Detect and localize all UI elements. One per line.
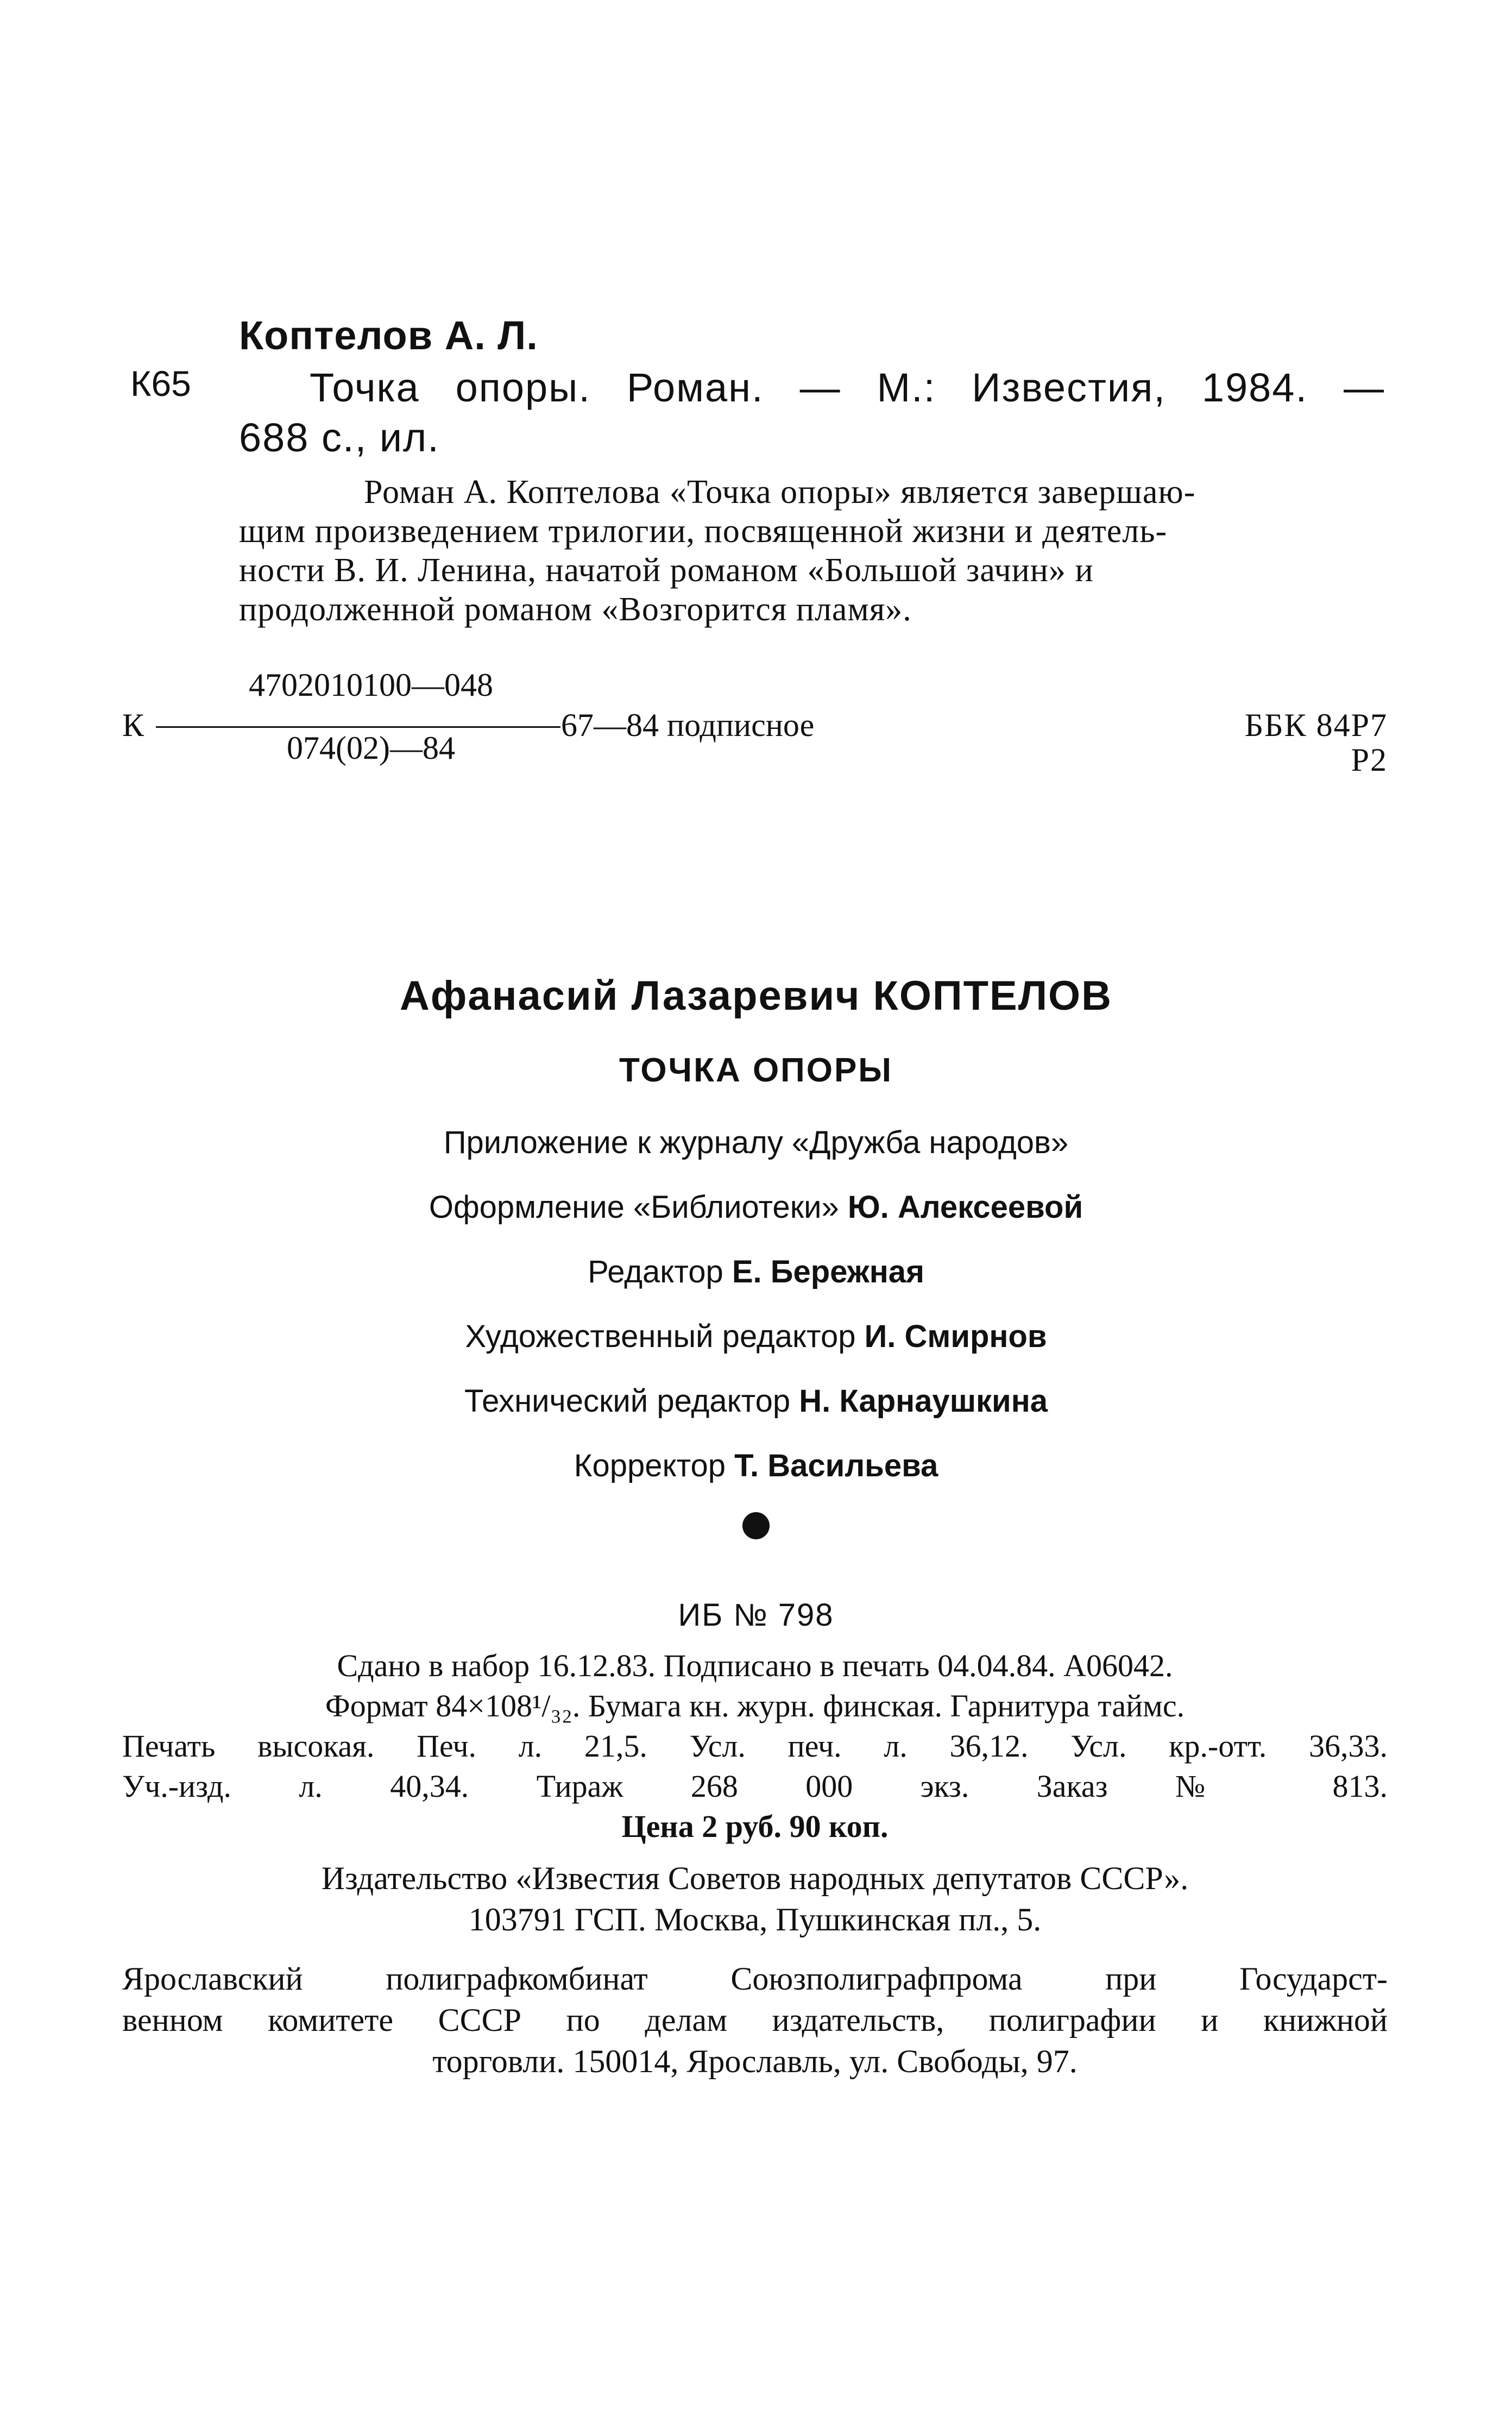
credit-name: Ю. Алексеевой <box>847 1190 1083 1225</box>
credit-art-editor <box>0 1318 1512 1355</box>
abstract-line-2: щим произведением трилогии, посвященной жизни и деятель- <box>239 513 1168 550</box>
bbk-subcode: Р2 <box>1351 742 1388 778</box>
credit-name: Е. Бережная <box>732 1254 924 1289</box>
publisher-name: Издательство «Известия Советов народных депутатов СССР». <box>321 1860 1189 1896</box>
ib-number: ИБ № 798 <box>678 1597 834 1633</box>
credit-role: Художественный редактор <box>465 1319 856 1354</box>
credit-role: Технический редактор <box>464 1383 791 1419</box>
printer-line-2: венном комитете СССР по делам издательств, полиграфии и книжной <box>122 2002 1388 2038</box>
card-code: К65 <box>130 363 191 404</box>
classification-numerator: 4702010100—048 <box>249 667 493 703</box>
classification-letter: К <box>122 707 144 743</box>
card-title-line-2: 688 с., ил. <box>239 415 440 460</box>
fraction-bar <box>156 726 560 728</box>
specs-line-3: Печать высокая. Печ. л. 21,5. Усл. печ. л. 36,12. Усл. кр.-отт. 36,33. <box>122 1728 1388 1764</box>
author-full-name: Афанасий Лазаревич КОПТЕЛОВ <box>399 973 1113 1019</box>
printer-line-1: Ярославский полиграфкомбинат Союзполиграфпрома при Государст- <box>122 1961 1388 1997</box>
print-specs <box>122 1646 1388 1847</box>
credit-role: Оформление «Библиотеки» <box>429 1190 839 1225</box>
price: Цена 2 руб. 90 коп. <box>621 1809 889 1844</box>
card-author: Коптелов А. Л. <box>239 313 538 358</box>
credit-editor <box>0 1254 1512 1290</box>
printer-info <box>122 1958 1388 2082</box>
card-abstract <box>239 473 1385 629</box>
bbk-code: ББК 84Р7 <box>1244 707 1388 743</box>
credit-name: Т. Васильева <box>734 1448 938 1483</box>
credit-design <box>0 1189 1512 1225</box>
printer-line-3: торговли. 150014, Ярославль, ул. Свободы, 97. <box>432 2043 1078 2079</box>
publisher-address: 103791 ГСП. Москва, Пушкинская пл., 5. <box>468 1902 1042 1937</box>
classification-tail: 67—84 подписное <box>561 707 815 743</box>
credit-role: Корректор <box>574 1448 726 1483</box>
abstract-line-1: Роман А. Коптелова «Точка опоры» является завершаю- <box>364 474 1196 511</box>
credit-proofreader <box>0 1448 1512 1484</box>
credit-tech-editor <box>0 1383 1512 1419</box>
credit-name: И. Смирнов <box>864 1319 1047 1354</box>
specs-line-2: Формат 84×108¹/₃₂. Бумага кн. журн. финская. Гарнитура таймс. <box>325 1688 1185 1723</box>
card-title-block <box>239 363 1385 463</box>
abstract-line-3: ности В. И. Ленина, начатой романом «Большой зачин» и <box>239 552 1094 589</box>
book-title: ТОЧКА ОПОРЫ <box>619 1052 893 1089</box>
supplement-line: Приложение к журналу «Дружба народов» <box>443 1125 1069 1160</box>
bullet-mark-icon <box>742 1512 770 1539</box>
specs-line-4: Уч.-изд. л. 40,34. Тираж 268 000 экз. Заказ № 813. <box>122 1769 1388 1804</box>
abstract-line-4: продолженной романом «Возгорится пламя». <box>239 591 912 628</box>
credit-name: Н. Карнаушкина <box>799 1383 1048 1419</box>
classification-denominator: 074(02)—84 <box>287 730 455 766</box>
publisher-info <box>122 1858 1388 1940</box>
imprint-credits <box>0 972 1512 1564</box>
classification-line <box>122 660 1388 778</box>
specs-line-1: Сдано в набор 16.12.83. Подписано в печать 04.04.84. А06042. <box>337 1648 1173 1683</box>
card-title-line-1: Точка опоры. Роман. — М.: Известия, 1984. — <box>310 365 1385 410</box>
credit-role: Редактор <box>588 1254 723 1289</box>
